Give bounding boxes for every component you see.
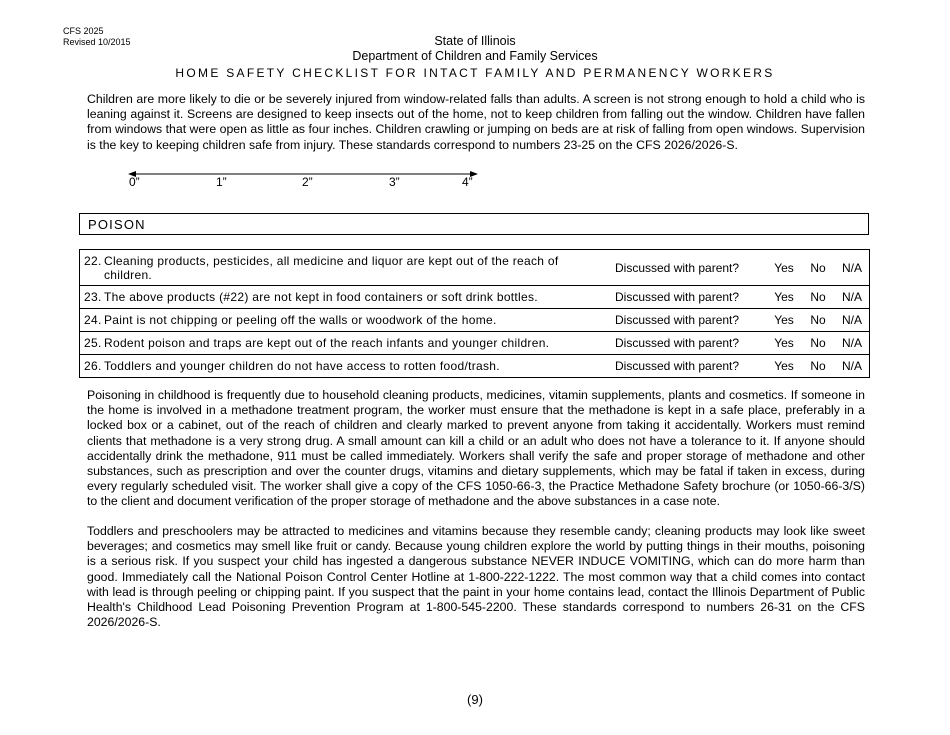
yes-option[interactable]: Yes [774, 336, 794, 350]
na-option[interactable]: N/A [841, 359, 862, 373]
ruler-label-3: 3” [389, 175, 400, 189]
no-option[interactable]: No [810, 260, 826, 275]
ruler-label-4: 4” [462, 175, 473, 189]
yes-option[interactable]: Yes [774, 313, 794, 327]
checklist-table [79, 249, 870, 378]
agency-name: State of Illinois [434, 34, 516, 48]
ruler-label-0: 0” [129, 175, 140, 189]
item-text: The above products (#22) are not kept in food containers or soft drink bottles. [104, 290, 538, 304]
no-option[interactable]: No [810, 313, 826, 327]
no-option[interactable]: No [810, 359, 826, 373]
na-option[interactable]: N/A [841, 313, 862, 327]
page-title: HOME SAFETY CHECKLIST FOR INTACT FAMILY AND PERMANENCY WORKERS [175, 66, 775, 80]
form-id: CFS 2025 [63, 26, 104, 36]
no-option[interactable]: No [810, 290, 826, 304]
item-number: 23. [84, 290, 102, 304]
table-row [80, 332, 870, 355]
table-row [80, 286, 870, 309]
na-option[interactable]: N/A [841, 336, 862, 350]
discussed-with-parent-label: Discussed with parent? [615, 290, 740, 304]
na-option[interactable]: N/A [841, 290, 862, 304]
item-text: Toddlers and younger children do not have access to rotten food/trash. [104, 359, 500, 373]
table-row [80, 250, 870, 286]
inch-ruler [128, 168, 478, 194]
discussed-with-parent-label: Discussed with parent? [615, 260, 740, 275]
discussed-with-parent-label: Discussed with parent? [615, 313, 740, 327]
ruler-label-2: 2” [302, 175, 313, 189]
page-number: (9) [467, 692, 483, 707]
yes-option[interactable]: Yes [774, 290, 794, 304]
item-text: Cleaning products, pesticides, all medicine and liquor are kept out of the reach of children. [104, 253, 559, 282]
form-revised: Revised 10/2015 [63, 37, 131, 47]
item-number: 22. [84, 253, 102, 268]
yes-option[interactable]: Yes [774, 359, 794, 373]
department-name: Department of Children and Family Services [352, 49, 598, 63]
item-text: Paint is not chipping or peeling off the walls or woodwork of the home. [104, 313, 497, 327]
section-header-poison [79, 213, 869, 235]
item-number: 25. [84, 336, 102, 350]
na-option[interactable]: N/A [841, 260, 862, 275]
toddlers-paragraph: Toddlers and preschoolers may be attracted to medicines and vitamins because they resemble candy; cleaning products may look like sweet beverages; and cosmetics may smell like fruit or candy. Because young children explore the world by putting things in their mouths, poisoning is a serious risk. If you suspect your child has ingested a dangerous substance NEVER INDUCE VOMITING, which can do more harm than good. Immediately call the National Poison Control Center Hotline at 1-800-222-1222. The most common way that a child comes into contact with lead is through peeling or chipping paint. If you suspect that the paint in your home contains lead, contact the Illinois Department of Public Health's Childhood Lead Poisoning Prevention Program at 1-800-545-2200. These standards correspond to numbers 26-31 on the CFS 2026/2026-S. [87, 524, 865, 630]
yes-option[interactable]: Yes [774, 260, 794, 275]
section-title: POISON [88, 217, 146, 232]
poison-paragraph: Poisoning in childhood is frequently due to household cleaning products, medicines, vitamin supplements, plants and cosmetics. If someone in the home is involved in a methadone treatment program, the worker must ensure that the methadone is kept in a safe place, preferably in a locked box or a cabinet, out of the reach of children and clearly marked to prevent anyone from taking it accidentally. Workers must remind clients that methadone is a very strong drug. A small amount can kill a child or an adult who does not have a tolerance to it. If anyone should accidentally drink the methadone, 911 must be called immediately. Workers shall verify the safe and proper storage of methadone and other substances, such as prescription and over the counter drugs, vitamins and dietary supplements, which may be fatal if taken in excess, during every regularly scheduled visit. The worker shall give a copy of the CFS 1050-66-3, the Practice Methadone Safety brochure (or 1050-66-3/S) to the client and document verification of the proper storage of methadone and the above substances in a case note. [87, 388, 865, 509]
table-row [80, 355, 870, 378]
discussed-with-parent-label: Discussed with parent? [615, 336, 740, 350]
item-text: Rodent poison and traps are kept out of the reach infants and younger children. [104, 336, 550, 350]
table-row [80, 309, 870, 332]
item-number: 24. [84, 313, 102, 327]
intro-paragraph: Children are more likely to die or be severely injured from window-related falls than adults. A screen is not strong enough to hold a child who is leaning against it. Screens are designed to keep insects out of the home, not to keep children from falling out the window. Children have fallen from windows that were open as little as four inches. Children crawling or jumping on beds are at risk of falling from open windows. Supervision is the key to keeping children safe from injury. These standards correspond to numbers 23-25 on the CFS 2026/2026-S. [87, 92, 865, 152]
ruler-label-1: 1” [216, 175, 227, 189]
item-number: 26. [84, 359, 102, 373]
discussed-with-parent-label: Discussed with parent? [615, 359, 740, 373]
no-option[interactable]: No [810, 336, 826, 350]
